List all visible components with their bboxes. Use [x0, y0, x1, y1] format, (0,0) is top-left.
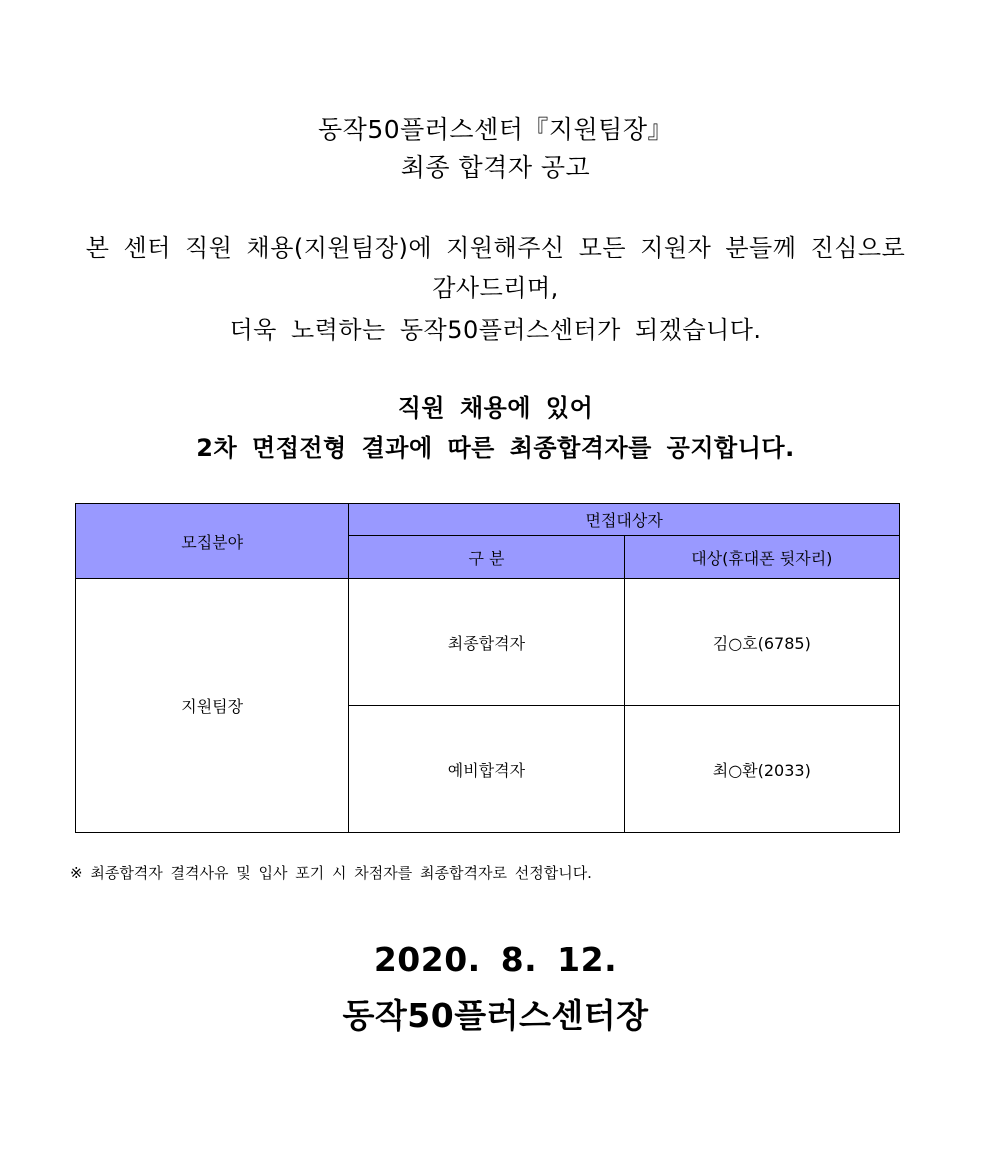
cell-target: 최○환(2033)	[624, 706, 899, 833]
issuer-name: 동작50플러스센터장	[342, 996, 649, 1035]
notice-title: 동작50플러스센터『지원팀장』	[318, 115, 673, 144]
notice-subtitle: 최종 합격자 공고	[400, 153, 591, 182]
header-interviewees: 면접대상자	[349, 504, 900, 536]
cell-category: 예비합격자	[349, 706, 624, 833]
announcement-date: 2020. 8. 12.	[373, 940, 618, 979]
results-table	[75, 503, 900, 833]
cell-category: 최종합격자	[349, 579, 624, 706]
cell-field: 지원팀장	[76, 579, 349, 833]
footnote: ※ 최종합격자 결격사유 및 입사 포기 시 차점자를 최종합격자로 선정합니다.	[70, 864, 592, 882]
table-header-row	[76, 504, 900, 536]
intro-line-2: 감사드리며,	[432, 274, 559, 302]
table-row	[76, 579, 900, 706]
intro-line-3: 더욱 노력하는 동작50플러스센터가 되겠습니다.	[229, 316, 762, 344]
header-category: 구 분	[349, 536, 624, 579]
intro-line-1: 본 센터 직원 채용(지원팀장)에 지원해주신 모든 지원자 분들께 진심으로	[85, 234, 906, 262]
cell-target: 김○호(6785)	[624, 579, 899, 706]
announcement-line-1: 직원 채용에 있어	[397, 394, 594, 422]
header-recruit-field: 모집분야	[76, 504, 349, 579]
header-target: 대상(휴대폰 뒷자리)	[624, 536, 899, 579]
announcement-line-2: 2차 면접전형 결과에 따른 최종합격자를 공지합니다.	[196, 434, 795, 462]
